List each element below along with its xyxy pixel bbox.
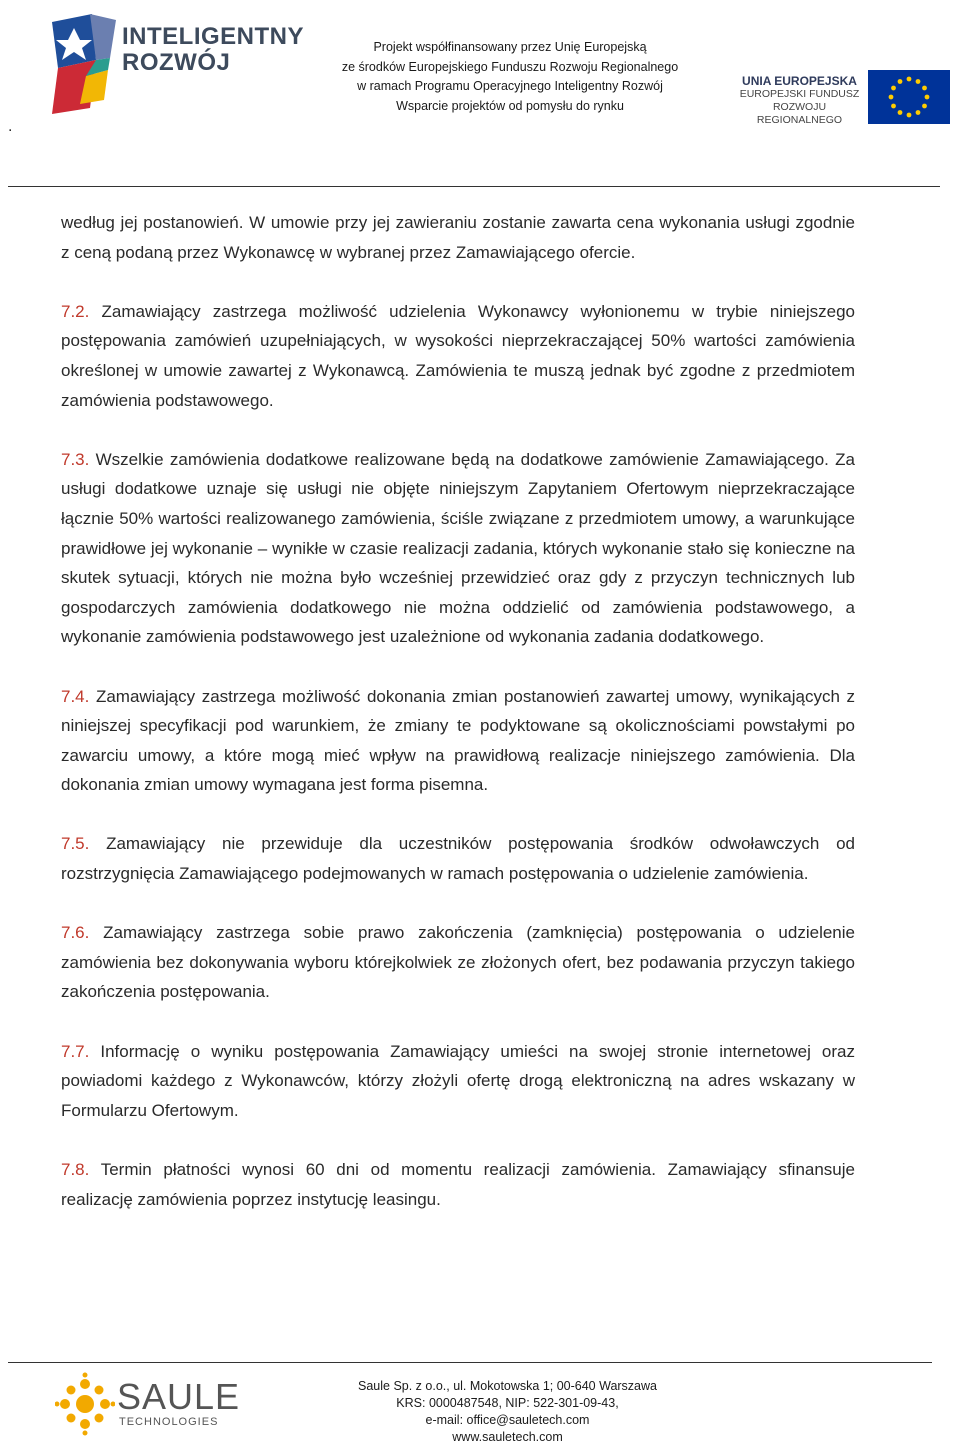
eu-logo-line2: EUROPEJSKI FUNDUSZ bbox=[739, 88, 860, 100]
inteligentny-rozwoj-logo bbox=[50, 10, 305, 120]
header-line-1: Projekt współfinansowany przez Unię Europejską bbox=[373, 40, 647, 54]
paragraph-text: Zamawiający zastrzega sobie prawo zakończenia (zamknięcia) postępowania o udzielenie zamówienia bez dokonywania wyboru którejkolwiek ze złożonych ofert, bez podawania przyczyn takiego zakończenia postępowania. bbox=[61, 923, 855, 1002]
eu-logo-line3: ROZWOJU REGIONALNEGO bbox=[756, 101, 843, 126]
paragraph-7-3 bbox=[61, 445, 855, 652]
paragraph-text: Wszelkie zamówienia dodatkowe realizowane będą na dodatkowe zamówienie Zamawiającego. Za usługi dodatkowe uznaje się usługi nie objęte niniejszym Zapytaniem Ofertowym nieprzekraczające łącznie 50% wartości realizowanego zamówienia, ściśle związane z przedmiotem umowy, a warunkujące prawidłowe jej wykonanie – wynikłe w czasie realizacji zadania, których wykonanie stało się konieczne na skutek sytuacji, których nie można było wcześniej przewidzieć oraz gdy z przyczyn technicznych lub gospodarczych zamówienia dodatkowego nie można oddzielić od zamówienia podstawowego, a wykonanie zamówienia podstawowego jest uzależnione od wykonania zadania dodatkowego. bbox=[61, 449, 855, 647]
section-number: 7.5. bbox=[61, 834, 90, 854]
paragraph-7-6 bbox=[61, 918, 855, 1007]
header-line-4: Wsparcie projektów od pomysłu do rynku bbox=[396, 98, 624, 113]
saule-logo-name: SAULE bbox=[117, 1376, 241, 1417]
section-number: 7.4. bbox=[61, 686, 90, 706]
footer-line-website[interactable]: www.sauletech.com bbox=[452, 1430, 563, 1444]
paragraph-text: Informację o wyniku postępowania Zamawiający umieści na swojej stronie internetowej oraz powiadomi każdego z Wykonawców, którzy złożyli ofertę drogą elektroniczną na adres wskazany w Formularzu Ofertowym. bbox=[61, 1041, 855, 1120]
section-number: 7.6. bbox=[61, 923, 90, 943]
paragraph-7-5 bbox=[61, 829, 855, 888]
paragraph-text: Termin płatności wynosi 60 dni od momentu realizacji zamówienia. Zamawiający sfinansuje realizację zamówienia poprzez instytucję leasingu. bbox=[61, 1160, 855, 1209]
footer-line-registry: KRS: 0000487548, NIP: 522-301-09-43, bbox=[396, 1396, 619, 1410]
project-info-header bbox=[340, 38, 680, 116]
paragraph-text: Zamawiający zastrzega możliwość udzielenia Wykonawcy wyłonionemu w trybie niniejszego postępowania zamówień uzupełniających, w wysokości nieprzekraczającej 50% wartości zamówienia określonej w umowie zawartej z Wykonawcą. Zamówienia te muszą jednak być zgodne z przedmiotem zamówienia podstawowego. bbox=[61, 301, 855, 410]
footer-divider bbox=[8, 1362, 932, 1363]
ir-emblem-icon bbox=[50, 10, 120, 120]
saule-sun-icon bbox=[55, 1372, 115, 1436]
section-number: 7.3. bbox=[61, 449, 90, 469]
saule-logo-sub: TECHNOLOGIES bbox=[119, 1416, 219, 1428]
header-dot: . bbox=[8, 118, 13, 135]
paragraph-text: według jej postanowień. W umowie przy jej zawieraniu zostanie zawarta cena wykonania usługi zgodnie z ceną podaną przez Wykonawcę w wybranej przez Zamawiającego ofercie. bbox=[61, 213, 855, 262]
paragraph-continuation bbox=[61, 208, 855, 267]
eu-logo-line1: UNIA EUROPEJSKA bbox=[742, 74, 857, 88]
header-line-3: w ramach Programu Operacyjnego Inteligentny Rozwój bbox=[357, 79, 663, 93]
saule-technologies-logo bbox=[55, 1372, 255, 1436]
paragraph-7-7 bbox=[61, 1037, 855, 1126]
section-number: 7.2. bbox=[61, 301, 90, 321]
company-info-footer bbox=[330, 1378, 685, 1446]
header-line-2: ze środków Europejskiego Funduszu Rozwoju Regionalnego bbox=[341, 59, 679, 74]
ir-logo-line2: ROZWÓJ bbox=[122, 49, 231, 77]
footer-line-email[interactable]: e-mail: office@sauletech.com bbox=[425, 1413, 590, 1427]
section-number: 7.7. bbox=[61, 1041, 90, 1061]
section-number: 7.8. bbox=[61, 1160, 90, 1179]
paragraph-7-4 bbox=[61, 682, 855, 800]
document-body bbox=[61, 208, 855, 1244]
eu-fund-logo bbox=[732, 70, 952, 126]
eu-flag-icon bbox=[868, 70, 950, 124]
paragraph-7-8 bbox=[61, 1155, 855, 1214]
ir-logo-line1: INTELIGENTNY bbox=[122, 23, 305, 50]
paragraph-text: Zamawiający nie przewiduje dla uczestników postępowania środków odwoławczych od rozstrzygnięcia Zamawiającego podejmowanych w ramach postępowania o udzielenie zamówienia. bbox=[61, 834, 855, 884]
paragraph-7-2 bbox=[61, 297, 855, 415]
paragraph-text: Zamawiający zastrzega możliwość dokonania zmian postanowień zawartej umowy, wynikających z niniejszej specyfikacji pod warunkiem, że zmiany te podyktowane są okolicznościami powstałymi po zawarciu umowy, a które mogą mieć wpływ na prawidłową realizacje niniejszego zamówienia. Dla dokonania zmian umowy wymagana jest forma pisemna. bbox=[61, 686, 855, 795]
footer-line-address: Saule Sp. z o.o., ul. Mokotowska 1; 00-640 Warszawa bbox=[358, 1379, 657, 1393]
header-divider bbox=[8, 186, 940, 187]
